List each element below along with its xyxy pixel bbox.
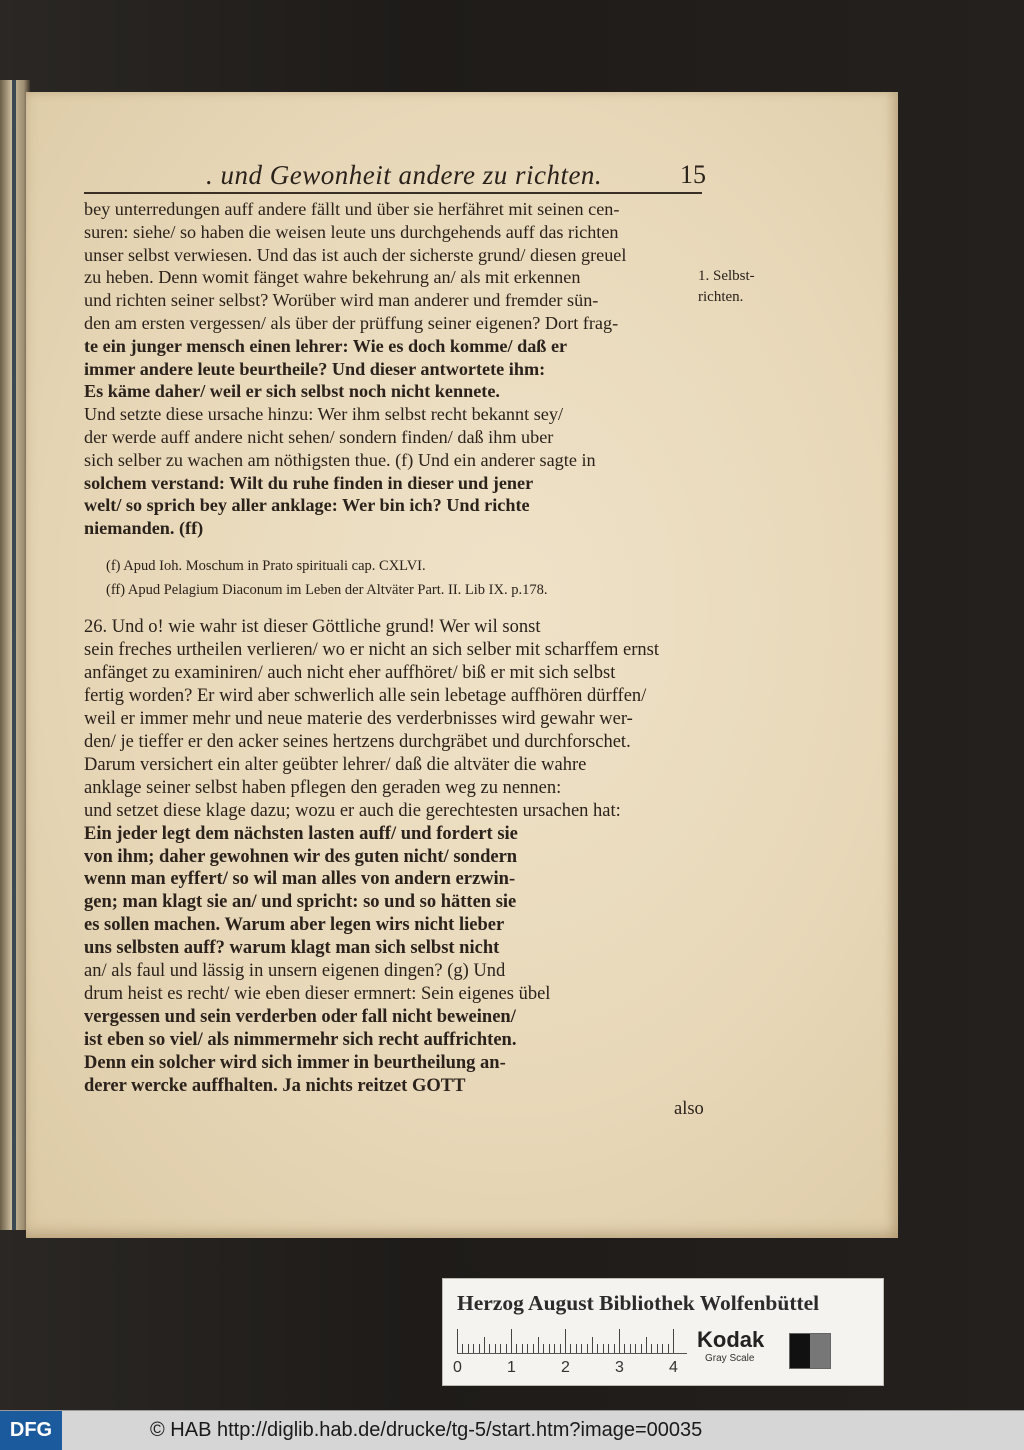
ruler-tick <box>554 1344 555 1353</box>
text-line: sein freches urtheilen verlieren/ wo er nicht an sich selber mit scharffem ernst <box>84 639 659 660</box>
ruler-tick <box>506 1344 507 1353</box>
ruler-tick <box>484 1337 485 1353</box>
copyright-link[interactable]: © HAB http://diglib.hab.de/drucke/tg-5/start.htm?image=00035 <box>150 1419 703 1441</box>
text-line: den/ je tieffer er den acker seines hertzens durchgräbet und durchforschet. <box>84 731 631 752</box>
ruler-tick <box>657 1344 658 1353</box>
ruler-tick <box>549 1344 550 1353</box>
book-page <box>26 92 898 1238</box>
ruler-tick <box>489 1344 490 1353</box>
running-title: . und Gewonheit andere zu richten. <box>206 160 603 190</box>
ruler-tick <box>457 1329 458 1353</box>
footnote: (ff) Apud Pelagium Diaconum im Leben der Altväter Part. II. Lib IX. p.178. <box>106 582 548 598</box>
page-number: 15 <box>680 160 706 189</box>
text-line: fertig worden? Er wird aber schwerlich alle sein lebetage auffhören dürffen/ <box>84 685 647 706</box>
ruler-tick <box>630 1344 631 1353</box>
ruler-tick <box>587 1344 588 1353</box>
ruler-tick <box>479 1344 480 1353</box>
ruler-tick <box>581 1344 582 1353</box>
ruler-tick <box>592 1337 593 1353</box>
ruler-number: 3 <box>615 1359 624 1376</box>
footnote: (f) Apud Ioh. Moschum in Prato spirituali cap. CXLVI. <box>106 558 426 574</box>
text-line: bey unterredungen auff andere fällt und über sie herfähret mit seinen cen- <box>84 199 620 219</box>
text-line: weil er immer mehr und neue materie des verderbnisses wird gewahr wer- <box>84 708 633 729</box>
ruler-tick <box>500 1344 501 1353</box>
text-line: den am ersten vergessen/ als über der prüffung seiner eigenen? Dort frag- <box>84 312 619 333</box>
ruler-tick <box>473 1344 474 1353</box>
footnotes <box>106 554 706 602</box>
text-line: immer andere leute beurtheile? Und dieser antwortete ihm: <box>84 358 546 379</box>
ruler-tick <box>543 1344 544 1353</box>
ruler-tick <box>662 1344 663 1353</box>
ruler-number: 2 <box>561 1359 570 1376</box>
text-line: solchem verstand: Wilt du ruhe finden in dieser und jener <box>84 472 534 493</box>
text-line: ist eben so viel/ als nimmermehr sich recht auffrichten. <box>84 1030 517 1051</box>
margin-line: richten. <box>698 289 744 305</box>
ruler-tick <box>614 1344 615 1353</box>
text-line: gen; man klagt sie an/ und spricht: so und so hätten sie <box>84 892 517 913</box>
text-line: uns selbsten auff? warum klagt man sich selbst nicht <box>84 938 500 959</box>
text-line: von ihm; daher gewohnen wir des guten nicht/ sondern <box>84 846 518 867</box>
text-line: anklage seiner selbst haben pflegen den geraden weg zu nennen: <box>84 777 562 798</box>
text-line: drum heist es recht/ wie eben dieser ermnert: Sein eigenes übel <box>84 984 551 1005</box>
text-line: suren: siehe/ so haben die weisen leute uns durchgehends auff das richten <box>84 221 619 242</box>
text-line: Denn ein solcher wird sich immer in beurtheilung an- <box>84 1053 506 1074</box>
ruler-tick <box>641 1344 642 1353</box>
footer-bar <box>0 1410 1024 1450</box>
ruler-tick <box>635 1344 636 1353</box>
ruler-tick <box>624 1344 625 1353</box>
ruler-tick <box>565 1329 566 1353</box>
body-paragraph-1 <box>84 198 704 540</box>
text-line: an/ als faul und lässig in unsern eigenen dingen? (g) Und <box>84 961 506 982</box>
text-line: wenn man eyffert/ so wil man alles von andern erzwin- <box>84 869 516 890</box>
ruler-tick <box>608 1344 609 1353</box>
text-line: te ein junger mensch einen lehrer: Wie es doch komme/ daß er <box>84 335 568 356</box>
header-rule <box>84 192 702 194</box>
ruler-tick <box>619 1329 620 1353</box>
ruler-tick <box>516 1344 517 1353</box>
text-line: 26. Und o! wie wahr ist dieser Göttliche grund! Wer wil sonst <box>84 617 541 637</box>
ruler-number: 0 <box>453 1359 462 1376</box>
dfg-logo[interactable]: DFG <box>0 1411 62 1450</box>
library-name: Herzog August Bibliothek Wolfenbüttel <box>457 1291 820 1315</box>
ruler-tick <box>646 1337 647 1353</box>
text-line: Ein jeder legt dem nächsten lasten auff/ und fordert sie <box>84 823 518 844</box>
text-line: derer wercke auffhalten. Ja nichts reitzet GOTT <box>84 1076 466 1097</box>
text-line: sich selber zu wachen am nöthigsten thue. (f) Und ein anderer sagte in <box>84 449 596 470</box>
page-header <box>186 160 706 194</box>
text-line: vergessen und sein verderben oder fall nicht beweinen/ <box>84 1007 516 1028</box>
ruler-tick <box>570 1344 571 1353</box>
color-target-card <box>442 1278 884 1386</box>
ruler-tick <box>533 1344 534 1353</box>
catchword: also <box>674 1099 704 1120</box>
gray-scale-label: Gray Scale <box>705 1353 755 1364</box>
scale-ruler <box>457 1327 687 1354</box>
ruler-tick <box>495 1344 496 1353</box>
text-line: niemanden. (ff) <box>84 518 204 539</box>
brand-label: Kodak <box>697 1327 765 1352</box>
ruler-tick <box>511 1329 512 1353</box>
ruler-tick <box>673 1329 674 1353</box>
ruler-number: 4 <box>669 1359 678 1376</box>
text-line: es sollen machen. Warum aber legen wirs nicht lieber <box>84 915 505 936</box>
ruler-tick <box>576 1344 577 1353</box>
margin-line: 1. Selbst- <box>698 268 755 284</box>
text-line: anfänget zu examiniren/ auch nicht eher auffhöret/ biß er mit sich selbst <box>84 662 616 683</box>
ruler-tick <box>597 1344 598 1353</box>
ruler-tick <box>668 1344 669 1353</box>
facing-page-shadow <box>12 80 16 1230</box>
text-line: unser selbst verwiesen. Und das ist auch der sicherste grund/ diesen greuel <box>84 244 627 265</box>
ruler-tick <box>560 1344 561 1353</box>
ruler-tick <box>603 1344 604 1353</box>
margin-note <box>698 266 755 308</box>
gray-swatch <box>789 1333 831 1369</box>
ruler-tick <box>468 1344 469 1353</box>
ruler-number: 1 <box>507 1359 516 1376</box>
ruler-tick <box>527 1344 528 1353</box>
text-line: Darum versichert ein alter geübter lehrer/ daß die altväter die wahre <box>84 754 587 775</box>
text-line: und richten seiner selbst? Worüber wird man anderer und fremder sün- <box>84 290 599 311</box>
text-line: der werde auff andere nicht sehen/ sondern finden/ daß ihm uber <box>84 426 554 447</box>
text-line: zu heben. Denn womit fänget wahre bekehrung an/ als mit erkennen <box>84 267 581 288</box>
text-line: Es käme daher/ weil er sich selbst noch nicht kennete. <box>84 381 500 402</box>
body-paragraph-2 <box>84 616 706 1121</box>
ruler-tick <box>462 1344 463 1353</box>
text-line: Und setzte diese ursache hinzu: Wer ihm selbst recht bekannt sey/ <box>84 404 564 425</box>
text-line: welt/ so sprich bey aller anklage: Wer bin ich? Und richte <box>84 495 530 516</box>
ruler-tick <box>538 1337 539 1353</box>
text-line: und setzet diese klage dazu; wozu er auch die gerechtesten ursachen hat: <box>84 800 621 821</box>
ruler-tick <box>522 1344 523 1353</box>
ruler-tick <box>651 1344 652 1353</box>
